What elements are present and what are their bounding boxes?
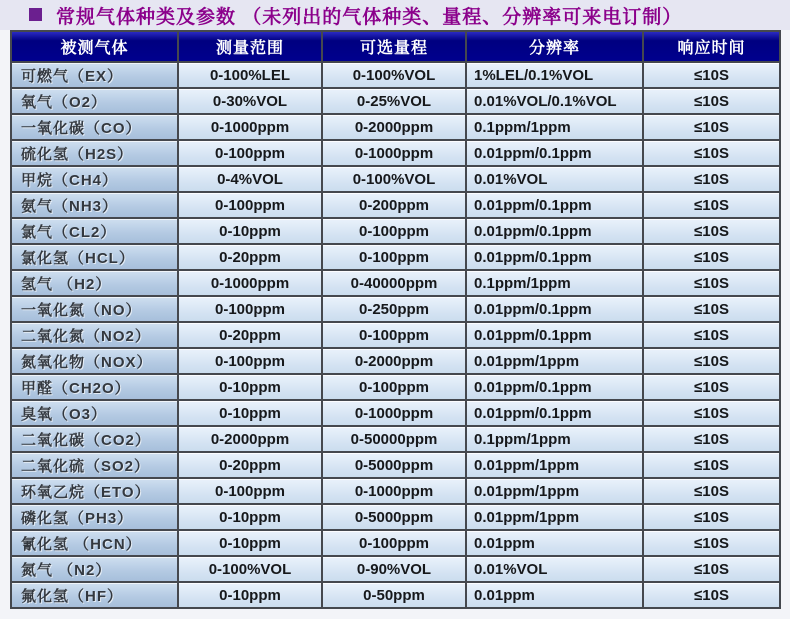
optional-range-cell: 0-90%VOL xyxy=(322,556,466,582)
response-time-cell: ≤10S xyxy=(643,192,780,218)
optional-range-cell: 0-250ppm xyxy=(322,296,466,322)
gas-spec-table xyxy=(10,30,781,609)
measure-range-cell: 0-2000ppm xyxy=(178,426,322,452)
measure-range-cell: 0-100ppm xyxy=(178,140,322,166)
response-time-cell: ≤10S xyxy=(643,582,780,608)
measure-range-cell: 0-1000ppm xyxy=(178,114,322,140)
resolution-cell: 0.01ppm/0.1ppm xyxy=(466,140,643,166)
measure-range-cell: 0-10ppm xyxy=(178,530,322,556)
response-time-cell: ≤10S xyxy=(643,88,780,114)
optional-range-cell: 0-1000ppm xyxy=(322,400,466,426)
gas-name-cell: 一氧化碳（CO） xyxy=(11,114,178,140)
resolution-cell: 0.01%VOL xyxy=(466,166,643,192)
gas-name-cell: 二氧化碳（CO2） xyxy=(11,426,178,452)
table-row xyxy=(11,530,780,556)
gas-name-cell: 一氧化氮（NO） xyxy=(11,296,178,322)
resolution-cell: 0.01ppm/0.1ppm xyxy=(466,192,643,218)
resolution-cell: 0.1ppm/1ppm xyxy=(466,270,643,296)
response-time-cell: ≤10S xyxy=(643,348,780,374)
measure-range-cell: 0-1000ppm xyxy=(178,270,322,296)
resolution-cell: 0.01ppm/0.1ppm xyxy=(466,296,643,322)
table-row xyxy=(11,452,780,478)
optional-range-cell: 0-5000ppm xyxy=(322,504,466,530)
resolution-cell: 0.01ppm xyxy=(466,582,643,608)
table-row xyxy=(11,114,780,140)
resolution-cell: 0.01ppm/0.1ppm xyxy=(466,244,643,270)
gas-name-cell: 二氧化硫（SO2） xyxy=(11,452,178,478)
response-time-cell: ≤10S xyxy=(643,166,780,192)
optional-range-cell: 0-50ppm xyxy=(322,582,466,608)
response-time-cell: ≤10S xyxy=(643,140,780,166)
optional-range-cell: 0-100ppm xyxy=(322,374,466,400)
resolution-cell: 0.01ppm/1ppm xyxy=(466,348,643,374)
measure-range-cell: 0-100ppm xyxy=(178,296,322,322)
response-time-cell: ≤10S xyxy=(643,114,780,140)
resolution-cell: 0.01ppm/0.1ppm xyxy=(466,322,643,348)
response-time-cell: ≤10S xyxy=(643,400,780,426)
gas-name-cell: 环氧乙烷（ETO） xyxy=(11,478,178,504)
table-row xyxy=(11,348,780,374)
resolution-cell: 0.01ppm/1ppm xyxy=(466,478,643,504)
bullet-square-icon xyxy=(29,8,42,21)
measure-range-cell: 0-100ppm xyxy=(178,348,322,374)
resolution-cell: 1%LEL/0.1%VOL xyxy=(466,62,643,88)
optional-range-cell: 0-25%VOL xyxy=(322,88,466,114)
measure-range-cell: 0-100%VOL xyxy=(178,556,322,582)
table-row xyxy=(11,322,780,348)
table-row xyxy=(11,62,780,88)
table-row xyxy=(11,582,780,608)
gas-name-cell: 氯化氢（HCL） xyxy=(11,244,178,270)
optional-range-cell: 0-100ppm xyxy=(322,322,466,348)
table-row xyxy=(11,504,780,530)
table-row xyxy=(11,218,780,244)
response-time-cell: ≤10S xyxy=(643,478,780,504)
measure-range-cell: 0-100%LEL xyxy=(178,62,322,88)
optional-range-cell: 0-50000ppm xyxy=(322,426,466,452)
column-header-resolution: 分辨率 xyxy=(466,31,643,62)
gas-name-cell: 氮氧化物（NOX） xyxy=(11,348,178,374)
optional-range-cell: 0-100ppm xyxy=(322,218,466,244)
optional-range-cell: 0-100%VOL xyxy=(322,166,466,192)
gas-name-cell: 氨气（NH3） xyxy=(11,192,178,218)
measure-range-cell: 0-30%VOL xyxy=(178,88,322,114)
table-row xyxy=(11,556,780,582)
optional-range-cell: 0-2000ppm xyxy=(322,114,466,140)
optional-range-cell: 0-40000ppm xyxy=(322,270,466,296)
table-row xyxy=(11,244,780,270)
table-row xyxy=(11,166,780,192)
resolution-cell: 0.01%VOL xyxy=(466,556,643,582)
measure-range-cell: 0-4%VOL xyxy=(178,166,322,192)
gas-name-cell: 氯气（CL2） xyxy=(11,218,178,244)
column-header-response-time: 响应时间 xyxy=(643,31,780,62)
table-row xyxy=(11,140,780,166)
gas-name-cell: 氰化氢 （HCN） xyxy=(11,530,178,556)
resolution-cell: 0.01ppm/1ppm xyxy=(466,452,643,478)
response-time-cell: ≤10S xyxy=(643,556,780,582)
resolution-cell: 0.01ppm/0.1ppm xyxy=(466,400,643,426)
gas-name-cell: 甲醛（CH2O） xyxy=(11,374,178,400)
header-row xyxy=(11,31,780,62)
measure-range-cell: 0-100ppm xyxy=(178,478,322,504)
section-title: 常规气体种类及参数 （未列出的气体种类、量程、分辨率可来电订制） xyxy=(56,6,683,28)
gas-name-cell: 氮气 （N2） xyxy=(11,556,178,582)
optional-range-cell: 0-1000ppm xyxy=(322,140,466,166)
measure-range-cell: 0-20ppm xyxy=(178,452,322,478)
column-header-gas: 被测气体 xyxy=(11,31,178,62)
measure-range-cell: 0-20ppm xyxy=(178,244,322,270)
measure-range-cell: 0-10ppm xyxy=(178,218,322,244)
measure-range-cell: 0-10ppm xyxy=(178,400,322,426)
optional-range-cell: 0-100ppm xyxy=(322,244,466,270)
column-header-measure-range: 测量范围 xyxy=(178,31,322,62)
table-row xyxy=(11,374,780,400)
optional-range-cell: 0-5000ppm xyxy=(322,452,466,478)
optional-range-cell: 0-1000ppm xyxy=(322,478,466,504)
response-time-cell: ≤10S xyxy=(643,452,780,478)
table-row xyxy=(11,426,780,452)
resolution-cell: 0.01ppm xyxy=(466,530,643,556)
table-row xyxy=(11,296,780,322)
gas-name-cell: 臭氧（O3） xyxy=(11,400,178,426)
response-time-cell: ≤10S xyxy=(643,62,780,88)
measure-range-cell: 0-20ppm xyxy=(178,322,322,348)
resolution-cell: 0.1ppm/1ppm xyxy=(466,426,643,452)
table-row xyxy=(11,270,780,296)
resolution-cell: 0.01%VOL/0.1%VOL xyxy=(466,88,643,114)
gas-name-cell: 氧气（O2） xyxy=(11,88,178,114)
section-title-bar xyxy=(0,0,790,30)
resolution-cell: 0.1ppm/1ppm xyxy=(466,114,643,140)
table-row xyxy=(11,192,780,218)
response-time-cell: ≤10S xyxy=(643,374,780,400)
table-row xyxy=(11,478,780,504)
optional-range-cell: 0-100%VOL xyxy=(322,62,466,88)
response-time-cell: ≤10S xyxy=(643,426,780,452)
response-time-cell: ≤10S xyxy=(643,504,780,530)
table-header xyxy=(11,31,780,62)
optional-range-cell: 0-200ppm xyxy=(322,192,466,218)
gas-name-cell: 氢气 （H2） xyxy=(11,270,178,296)
response-time-cell: ≤10S xyxy=(643,244,780,270)
resolution-cell: 0.01ppm/0.1ppm xyxy=(466,218,643,244)
table-row xyxy=(11,400,780,426)
column-header-optional-range: 可选量程 xyxy=(322,31,466,62)
table-row xyxy=(11,88,780,114)
response-time-cell: ≤10S xyxy=(643,270,780,296)
response-time-cell: ≤10S xyxy=(643,218,780,244)
gas-name-cell: 氟化氢（HF） xyxy=(11,582,178,608)
optional-range-cell: 0-2000ppm xyxy=(322,348,466,374)
gas-name-cell: 二氧化氮（NO2） xyxy=(11,322,178,348)
resolution-cell: 0.01ppm/0.1ppm xyxy=(466,374,643,400)
gas-name-cell: 甲烷（CH4） xyxy=(11,166,178,192)
measure-range-cell: 0-10ppm xyxy=(178,504,322,530)
gas-name-cell: 磷化氢（PH3） xyxy=(11,504,178,530)
response-time-cell: ≤10S xyxy=(643,322,780,348)
measure-range-cell: 0-10ppm xyxy=(178,582,322,608)
optional-range-cell: 0-100ppm xyxy=(322,530,466,556)
measure-range-cell: 0-10ppm xyxy=(178,374,322,400)
gas-name-cell: 硫化氢（H2S） xyxy=(11,140,178,166)
response-time-cell: ≤10S xyxy=(643,530,780,556)
response-time-cell: ≤10S xyxy=(643,296,780,322)
measure-range-cell: 0-100ppm xyxy=(178,192,322,218)
resolution-cell: 0.01ppm/1ppm xyxy=(466,504,643,530)
gas-name-cell: 可燃气（EX） xyxy=(11,62,178,88)
